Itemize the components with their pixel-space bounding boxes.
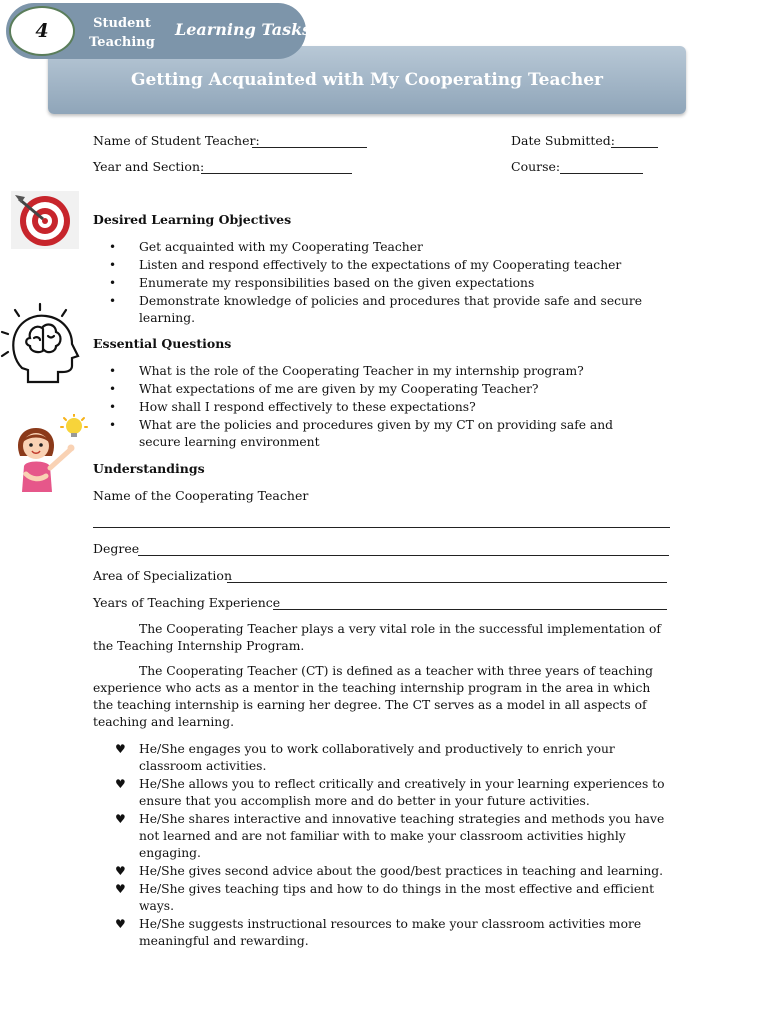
roles-list xyxy=(93,741,679,951)
questions-list xyxy=(93,363,653,452)
list-item: ♥ He/She engages you to work collaboratively and productively to enrich your classroom activities. xyxy=(115,742,615,773)
student-teacher-label: Name of Student Teacher: xyxy=(93,133,260,148)
paragraph-role: The Cooperating Teacher plays a very vital role in the successful implementation of the Teaching Internship Program. xyxy=(93,622,661,653)
list-item: • Enumerate my responsibilities based on the given expectations xyxy=(109,276,535,290)
ct-name-line xyxy=(93,527,670,528)
year-section-label: Year and Section: xyxy=(93,159,205,174)
date-submitted-line xyxy=(611,147,658,148)
questions-heading: Essential Questions xyxy=(93,336,232,351)
badge-line-1: Student xyxy=(93,16,151,31)
badge-line-2: Teaching xyxy=(89,35,155,50)
list-item: • What are the policies and procedures given by my CT on providing safe and secure learning environment xyxy=(109,418,614,449)
brain-head-icon xyxy=(0,302,86,386)
experience-label: Years of Teaching Experience xyxy=(93,595,281,610)
list-item: ♥ He/She allows you to reflect critically and creatively in your learning experiences to ensure that you accomplish more and do better in your future activities. xyxy=(115,777,665,808)
degree-line xyxy=(138,555,669,556)
target-icon xyxy=(11,191,79,249)
list-item: ♥ He/She shares interactive and innovative teaching strategies and methods you have not learned and are not familiar with to make your classroom activities highly engaging. xyxy=(115,812,665,860)
section-label: Learning Tasks xyxy=(175,20,312,39)
degree-label: Degree xyxy=(93,541,140,556)
list-item: ♥ He/She gives teaching tips and how to do things in the most effective and efficient ways. xyxy=(115,882,655,913)
list-item: • Listen and respond effectively to the expectations of my Cooperating teacher xyxy=(109,258,622,272)
course-line xyxy=(560,173,643,174)
objectives-list xyxy=(93,239,653,328)
list-item: • What expectations of me are given by my Cooperating Teacher? xyxy=(109,382,539,396)
specialization-line xyxy=(227,582,667,583)
paragraph-definition: The Cooperating Teacher (CT) is defined as a teacher with three years of teaching experience who acts as a mentor in the teaching internship program in the area in which the teaching internship is earning her degree. The CT serves as a model in all aspects of teaching and learning. xyxy=(93,664,654,729)
page-title: Getting Acquainted with My Cooperating Teacher xyxy=(131,70,603,90)
list-item: ♥ He/She suggests instructional resources to make your classroom activities more meaningful and rewarding. xyxy=(115,917,642,948)
ct-name-label: Name of the Cooperating Teacher xyxy=(93,488,309,503)
understandings-heading: Understandings xyxy=(93,461,205,476)
list-item: • What is the role of the Cooperating Teacher in my internship program? xyxy=(109,364,584,378)
experience-line xyxy=(273,609,667,610)
year-section-line xyxy=(201,173,352,174)
list-item: ♥ He/She gives second advice about the good/best practices in teaching and learning. xyxy=(115,864,664,878)
course-label: Course: xyxy=(511,159,561,174)
list-item: • Demonstrate knowledge of policies and procedures that provide safe and secure learning. xyxy=(109,294,643,325)
specialization-label: Area of Specialization xyxy=(93,568,232,583)
lesson-number-badge: 4 xyxy=(9,6,75,56)
girl-idea-icon xyxy=(12,414,90,494)
list-item: • Get acquainted with my Cooperating Teacher xyxy=(109,240,423,254)
student-teacher-line xyxy=(252,147,367,148)
course-badge xyxy=(78,14,166,52)
list-item: • How shall I respond effectively to these expectations? xyxy=(109,400,476,414)
objectives-heading: Desired Learning Objectives xyxy=(93,212,292,227)
date-submitted-label: Date Submitted: xyxy=(511,133,615,148)
